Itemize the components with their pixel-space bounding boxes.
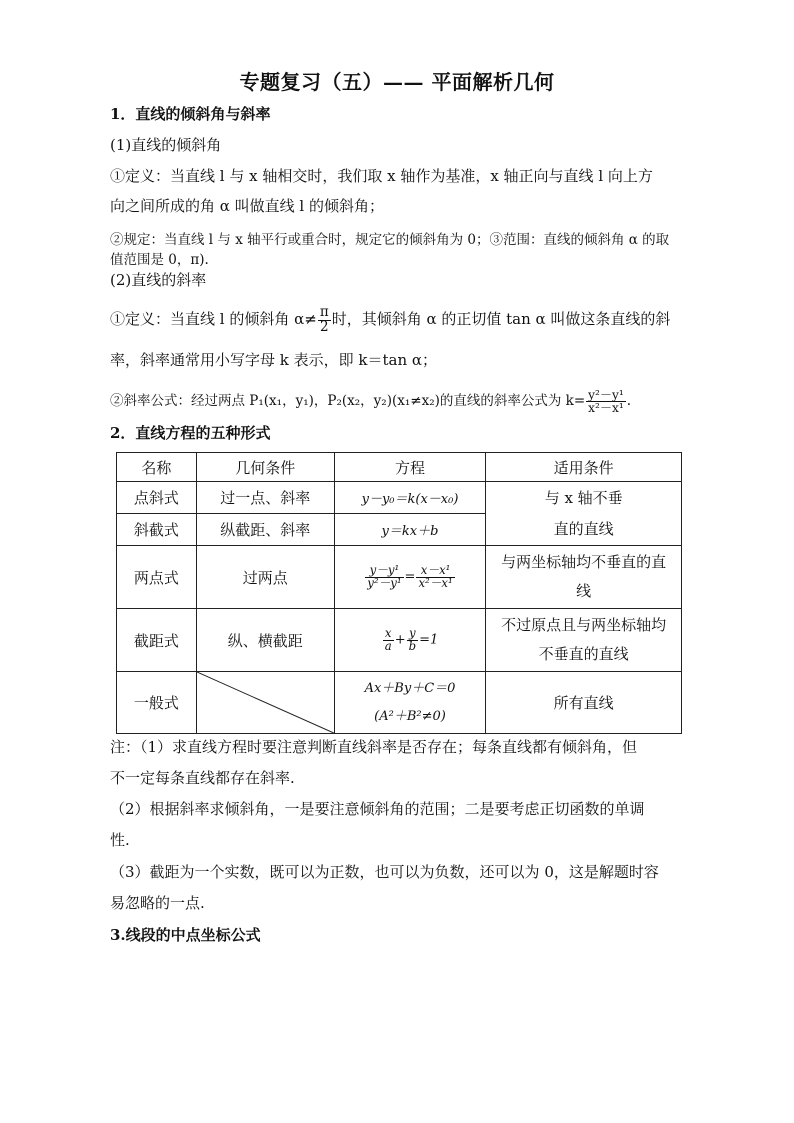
fraction-numerator: y²－y¹ [588,387,624,402]
inclination-rule-line-2: 值范围是 0，π). [110,252,209,268]
section-2-heading: 2．直线方程的五种形式 [110,424,271,442]
slope-formula-fraction [586,389,626,414]
row-name: 一般式 [117,672,197,734]
row-condition: 纵截距、斜率 [196,514,334,546]
header-name: 名称 [117,453,197,482]
row-name: 两点式 [117,546,197,609]
row-applicable [486,482,682,546]
row-name: 截距式 [117,609,197,672]
note-2-line-2: 性. [110,831,130,849]
intercept-y-fraction [407,625,418,653]
fraction-numerator: y [407,628,418,641]
row-name: 斜截式 [117,514,197,546]
fraction-numerator: x－x¹ [416,565,454,578]
pi-over-2-fraction [318,306,331,334]
fraction-denominator: y²－y¹ [367,575,402,590]
header-condition: 几何条件 [196,453,334,482]
applicable-line-2: 不垂直的直线 [538,645,629,663]
note-3-line-2: 易忽略的一点. [110,894,205,912]
row-name: 点斜式 [117,482,197,514]
page-title: 专题复习（五）—— 平面解析几何 [239,70,555,94]
row-condition-empty [196,672,334,734]
fraction-numerator: π [319,304,329,320]
section-3-heading: 3.线段的中点坐标公式 [110,926,261,944]
note-1-line-2: 不一定每条直线都存在斜率. [110,769,295,787]
slope-definition-text-a: ①定义：当直线 l 的倾斜角 α≠ [110,310,317,328]
inclination-definition-line-2: 向之间所成的角 α 叫做直线 l 的倾斜角； [110,197,385,215]
subsection-slope: (2)直线的斜率 [110,271,207,289]
row-applicable [486,609,682,672]
table-row [117,672,682,734]
slope-formula-end: . [626,393,632,409]
applicable-line-1: 与两坐标轴均不垂直的直 [501,553,667,571]
row-equation [334,609,486,672]
row-applicable [486,546,682,609]
row-equation [334,672,486,734]
header-equation: 方程 [334,453,486,482]
applicable-line-1: 不过原点且与两坐标轴均 [501,616,667,634]
equals-one: =1 [419,632,439,648]
table-row [117,482,682,514]
slope-definition-line-1 [110,302,690,336]
applicable-line-1: 与 x 轴不垂 [544,488,623,507]
subsection-inclination: (1)直线的倾斜角 [110,136,222,154]
row-equation [334,546,486,609]
plus-sign: + [394,632,406,648]
row-condition: 过一点、斜率 [196,482,334,514]
table-header-row [117,453,682,482]
fraction-denominator: a [384,638,392,653]
inclination-rule-line-1: ②规定：当直线 l 与 x 轴平行或重合时，规定它的倾斜角为 0；③范围：直线的倾斜角 α 的取 [110,232,670,248]
row-applicable: 所有直线 [486,672,682,734]
row-equation: y－y₀＝k(x－x₀) [334,482,486,514]
applicable-line-2: 直的直线 [553,519,614,538]
row-condition: 纵、横截距 [196,609,334,672]
header-applicable: 适用条件 [486,453,682,482]
two-point-left-fraction [365,562,403,590]
row-condition: 过两点 [196,546,334,609]
note-1-line-1: 注：（1）求直线方程时要注意判断直线斜率是否存在；每条直线都有倾斜角，但 [110,738,638,756]
intercept-x-fraction [383,625,394,653]
note-2-line-1: （2）根据斜率求倾斜角，一是要注意倾斜角的范围；二是要考虑正切函数的单调 [110,800,645,818]
line-equation-forms-table [116,452,682,734]
fraction-denominator: x²－x¹ [588,401,624,415]
diagonal-slash [197,672,334,733]
table-row [117,609,682,672]
fraction-numerator: x [383,628,394,641]
note-3-line-1: （3）截距为一个实数，既可以为正数，也可以为负数，还可以为 0，这是解题时容 [110,863,659,881]
inclination-definition-line-1: ①定义：当直线 l 与 x 轴相交时，我们取 x 轴作为基准，x 轴正向与直线 l 向上方 [110,167,653,185]
table-row [117,546,682,609]
row-equation: y＝kx＋b [334,514,486,546]
fraction-numerator: y－y¹ [365,565,403,578]
slope-formula-line [110,384,690,418]
fraction-denominator: x²－x¹ [418,575,453,590]
equals-sign: = [404,569,416,585]
general-equation-line-2: (A²＋B²≠0) [374,708,446,724]
two-point-right-fraction [416,562,454,590]
section-1-heading: 1．直线的倾斜角与斜率 [110,105,271,123]
slope-definition-line-2: 率，斜率通常用小写字母 k 表示，即 k＝tan α； [110,351,438,369]
applicable-line-2: 线 [576,582,592,600]
slope-definition-text-b: 时，其倾斜角 α 的正切值 tan α 叫做这条直线的斜 [331,310,671,328]
general-equation-line-1: Ax＋By＋C＝0 [364,680,456,696]
slope-formula-text: ②斜率公式：经过两点 P₁(x₁，y₁)，P₂(x₂，y₂)(x₁≠x₂)的直线的斜率公式为 k= [110,393,586,409]
fraction-denominator: 2 [319,318,329,335]
fraction-denominator: b [408,638,417,653]
